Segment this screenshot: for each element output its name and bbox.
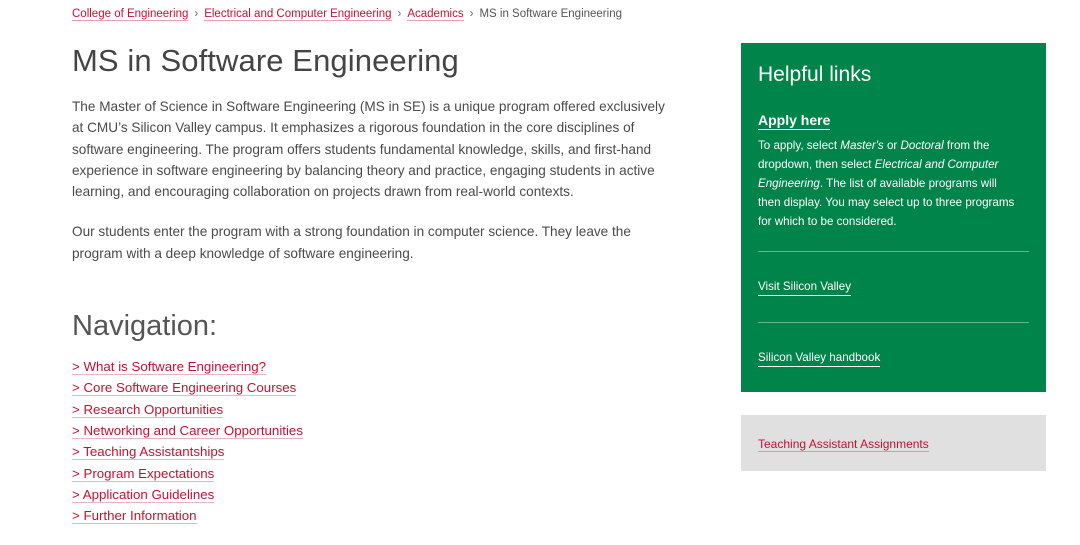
breadcrumb-separator: ›	[397, 8, 402, 20]
main-content	[72, 40, 672, 526]
sidebar-divider	[758, 322, 1029, 323]
helpful-links-heading: Helpful links	[758, 63, 872, 86]
breadcrumb-ece-link[interactable]: Electrical and Computer Engineering	[204, 8, 392, 20]
breadcrumb-separator: ›	[194, 8, 199, 20]
breadcrumb-academics-link[interactable]: Academics	[407, 8, 464, 20]
ta-assignments-panel	[741, 415, 1046, 471]
nav-link-application-guidelines[interactable]: > Application Guidelines	[72, 486, 215, 502]
teaching-assistant-assignments-link[interactable]: Teaching Assistant Assignments	[758, 437, 929, 451]
nav-link-teaching-assistantships[interactable]: > Teaching Assistantships	[72, 444, 225, 460]
helpful-links-panel	[741, 43, 1046, 392]
apply-text-ece: Electrical and Computer Engineering	[758, 158, 999, 190]
breadcrumb-college-link[interactable]: College of Engineering	[72, 8, 189, 20]
apply-text-doctoral: Doctoral	[900, 139, 944, 152]
nav-link-further-information[interactable]: > Further Information	[72, 508, 197, 524]
visit-silicon-valley-link[interactable]: Visit Silicon Valley	[758, 279, 851, 296]
apply-text-part: To apply, select	[758, 139, 841, 152]
navigation-list	[72, 356, 672, 526]
apply-text-part: from the dropdown, then select	[758, 139, 990, 171]
list-item	[72, 463, 672, 484]
breadcrumb-separator: ›	[469, 8, 474, 20]
list-item	[72, 399, 672, 420]
nav-link-program-expectations[interactable]: > Program Expectations	[72, 465, 215, 481]
list-item	[72, 356, 672, 377]
apply-text-part: . The list of available programs will then display. You may select up to three programs for which to be considered.	[758, 177, 1015, 228]
apply-text-part: or	[883, 139, 901, 152]
apply-here-link[interactable]: Apply here	[758, 112, 831, 128]
nav-link-what-is-se[interactable]: > What is Software Engineering?	[72, 359, 267, 375]
nav-link-research[interactable]: > Research Opportunities	[72, 401, 224, 417]
nav-link-networking-career[interactable]: > Networking and Career Opportunities	[72, 422, 303, 438]
sidebar-divider	[758, 251, 1029, 252]
breadcrumb-current: MS in Software Engineering	[479, 8, 622, 20]
silicon-valley-handbook-link[interactable]: Silicon Valley handbook	[758, 350, 880, 367]
list-item	[72, 505, 672, 526]
list-item	[72, 377, 672, 398]
list-item	[72, 420, 672, 441]
apply-text-masters: Master's	[840, 139, 884, 152]
navigation-heading: Navigation:	[72, 310, 218, 343]
apply-instructions	[758, 136, 1020, 231]
list-item	[72, 484, 672, 505]
intro-paragraph-2: Our students enter the program with a strong foundation in computer science. They leave the program with a deep knowledge of software engineering.	[72, 224, 631, 261]
nav-link-core-courses[interactable]: > Core Software Engineering Courses	[72, 380, 297, 396]
breadcrumb	[72, 6, 622, 22]
intro-paragraph: The Master of Science in Software Engineering (MS in SE) is a unique program offered exclusively at CMU’s Silicon Valley campus. It emphasizes a rigorous foundation in the core disciplines of software engineering. The program offers students fundamental knowledge, skills, and first-hand experience in software engineering by balancing theory and practice, engaging students in active learning, and encouraging collaboration on projects drawn from real-world contexts.	[72, 99, 665, 200]
page-title: MS in Software Engineering	[72, 43, 459, 78]
list-item	[72, 441, 672, 462]
